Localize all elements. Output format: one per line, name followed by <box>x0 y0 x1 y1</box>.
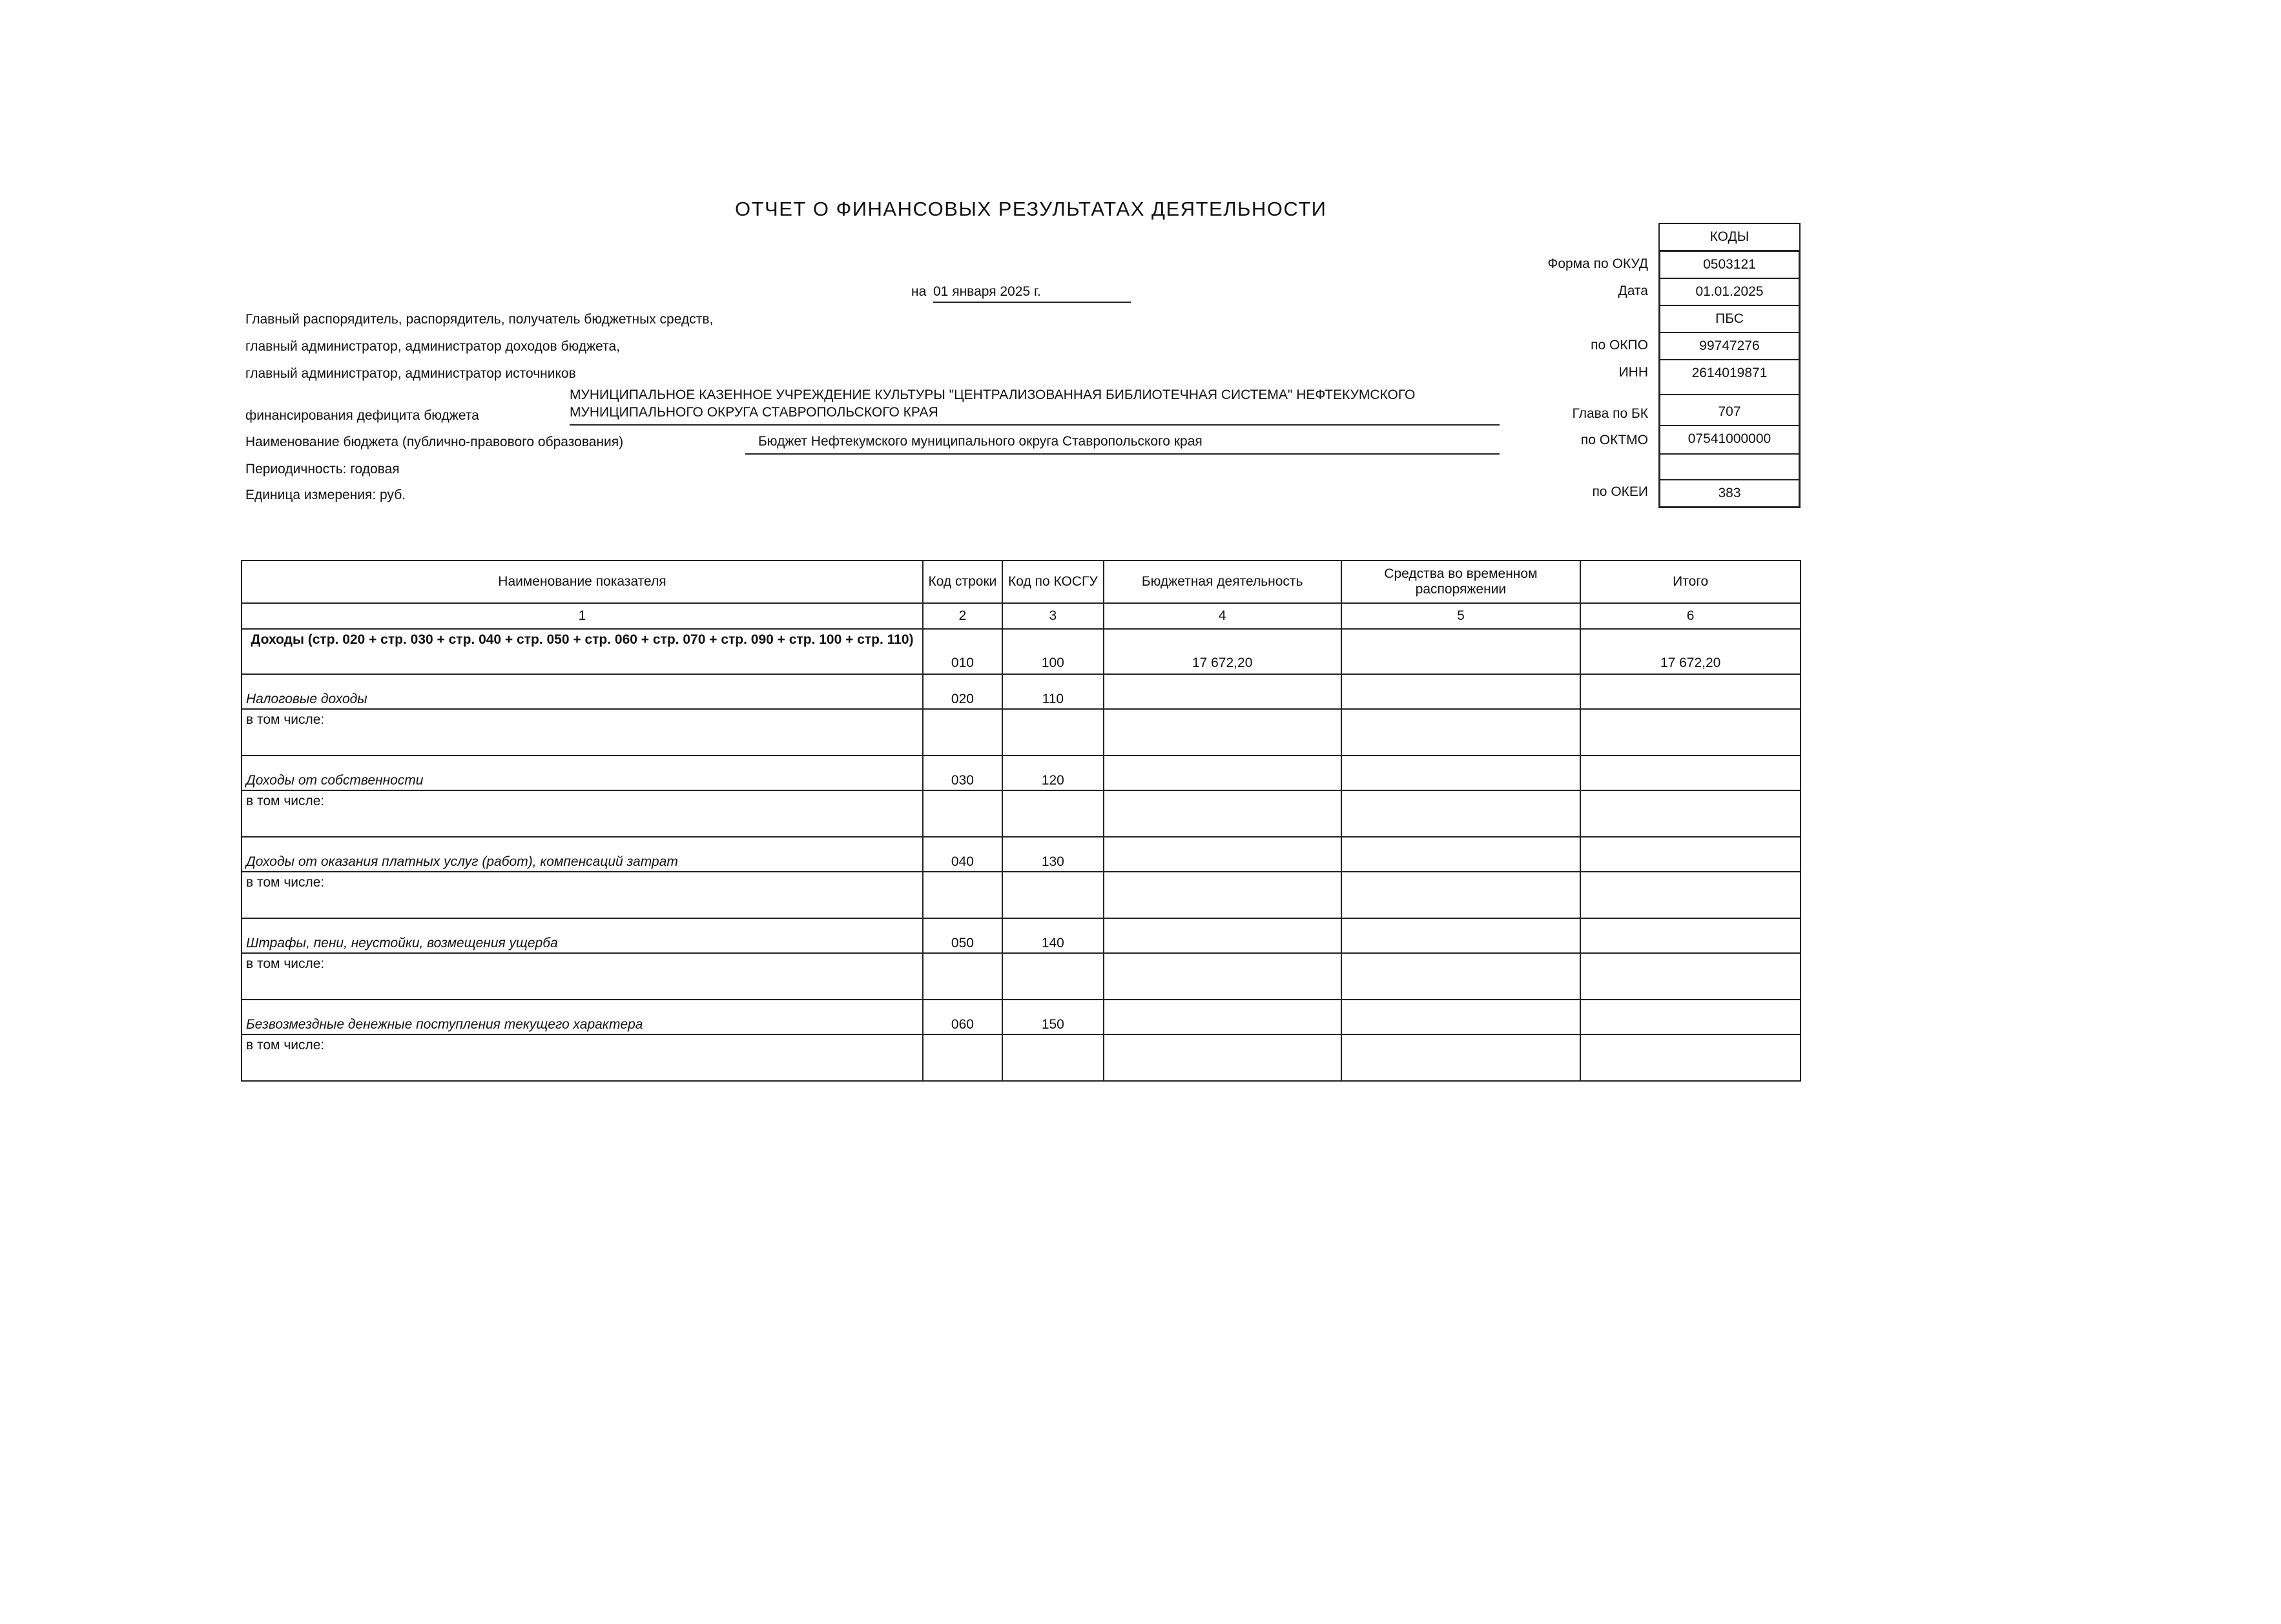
row-temp-value <box>1341 629 1581 674</box>
code-okei: 383 <box>1660 480 1799 508</box>
header-total: Итого <box>1580 560 1801 603</box>
label-periodicity: Периодичность: годовая <box>245 462 400 477</box>
label-admin-income: главный администратор, администратор доходов бюджета, <box>245 339 621 354</box>
header-temporary-funds: Средства во временном распоряжении <box>1341 560 1581 603</box>
row-code: 010 <box>923 629 1002 674</box>
row-kosgu: 100 <box>1002 629 1104 674</box>
report-date: 01 января 2025 г. <box>933 284 1131 303</box>
row-temp-value <box>1341 918 1581 953</box>
table-row-income-total <box>242 629 1801 674</box>
col-num-1: 1 <box>242 603 923 629</box>
table-row-subitems <box>242 790 1801 837</box>
col-num-4: 4 <box>1104 603 1341 629</box>
row-sub-label: в том числе: <box>242 1034 923 1081</box>
row-sub-label: в том числе: <box>242 790 923 837</box>
col-num-6: 6 <box>1580 603 1801 629</box>
table-row <box>242 755 1801 790</box>
report-title: ОТЧЕТ О ФИНАНСОВЫХ РЕЗУЛЬТАТАХ ДЕЯТЕЛЬНОСТИ <box>735 198 1327 220</box>
row-total-value <box>1580 918 1801 953</box>
row-code: 050 <box>923 918 1002 953</box>
row-total-value <box>1580 837 1801 872</box>
code-okpo: 99747276 <box>1660 333 1799 360</box>
codes-label-date: Дата <box>1618 283 1648 298</box>
row-name: Доходы (стр. 020 + стр. 030 + стр. 040 + стр. 050 + стр. 060 + стр. 070 + стр. 090 + стр. 100 + стр. 110) <box>242 629 923 674</box>
results-table <box>241 560 1801 1082</box>
row-kosgu: 140 <box>1002 918 1104 953</box>
row-total-value <box>1580 674 1801 709</box>
codes-label-bk: Глава по БК <box>1572 406 1648 421</box>
row-total-value <box>1580 755 1801 790</box>
table-row-subitems <box>242 709 1801 755</box>
codes-box <box>1658 223 1801 508</box>
codes-label-oktmo: по ОКТМО <box>1580 433 1648 447</box>
row-name: Доходы от оказания платных услуг (работ), компенсаций затрат <box>242 837 923 872</box>
table-row <box>242 674 1801 709</box>
row-budget-value <box>1104 674 1341 709</box>
header-kosgu: Код по КОСГУ <box>1002 560 1104 603</box>
code-bk: 707 <box>1660 395 1799 426</box>
row-name: Доходы от собственности <box>242 755 923 790</box>
row-code: 020 <box>923 674 1002 709</box>
row-budget-value <box>1104 837 1341 872</box>
row-total-value: 17 672,20 <box>1580 629 1801 674</box>
row-kosgu: 120 <box>1002 755 1104 790</box>
row-kosgu: 130 <box>1002 837 1104 872</box>
codes-label-okud: Форма по ОКУД <box>1547 256 1648 271</box>
table-row-subitems <box>242 953 1801 1000</box>
row-name: Штрафы, пени, неустойки, возмещения ущерба <box>242 918 923 953</box>
label-deficit-financing: финансирования дефицита бюджета <box>245 408 479 423</box>
code-inn: 2614019871 <box>1660 360 1799 395</box>
row-kosgu: 150 <box>1002 1000 1104 1034</box>
table-row <box>242 837 1801 872</box>
row-name: Безвозмездные денежные поступления текущего характера <box>242 1000 923 1034</box>
label-budget-name: Наименование бюджета (публично-правового образования) <box>245 435 624 449</box>
col-num-3: 3 <box>1002 603 1104 629</box>
organization-name-line1: МУНИЦИПАЛЬНОЕ КАЗЕННОЕ УЧРЕЖДЕНИЕ КУЛЬТУРЫ "ЦЕНТРАЛИЗОВАННАЯ БИБЛИОТЕЧНАЯ СИСТЕМА" НЕФТЕКУМСКОГО <box>570 387 1416 402</box>
col-num-5: 5 <box>1341 603 1581 629</box>
code-oktmo: 07541000000 <box>1660 426 1799 455</box>
table-row-subitems <box>242 1034 1801 1081</box>
row-budget-value <box>1104 755 1341 790</box>
label-unit: Единица измерения: руб. <box>245 488 406 502</box>
table-row <box>242 1000 1801 1034</box>
code-okud: 0503121 <box>1660 252 1799 279</box>
row-name: Налоговые доходы <box>242 674 923 709</box>
row-temp-value <box>1341 1000 1581 1034</box>
codes-label-inn: ИНН <box>1618 365 1648 380</box>
row-budget-value <box>1104 918 1341 953</box>
budget-name: Бюджет Нефтекумского муниципального округа Ставропольского края <box>745 434 1500 455</box>
row-temp-value <box>1341 837 1581 872</box>
table-header-row <box>242 560 1801 603</box>
col-num-2: 2 <box>923 603 1002 629</box>
codes-header: КОДЫ <box>1658 223 1801 252</box>
header-budget-activity: Бюджетная деятельность <box>1104 560 1341 603</box>
codes-label-okpo: по ОКПО <box>1591 338 1648 353</box>
row-code: 060 <box>923 1000 1002 1034</box>
table-row-subitems <box>242 872 1801 918</box>
table-row <box>242 918 1801 953</box>
row-temp-value <box>1341 755 1581 790</box>
row-total-value <box>1580 1000 1801 1034</box>
row-temp-value <box>1341 674 1581 709</box>
row-sub-label: в том числе: <box>242 709 923 755</box>
row-budget-value <box>1104 1000 1341 1034</box>
codes-labels <box>1421 223 1648 507</box>
header-line-code: Код строки <box>923 560 1002 603</box>
row-sub-label: в том числе: <box>242 953 923 1000</box>
row-kosgu: 110 <box>1002 674 1104 709</box>
codes-label-okei: по ОКЕИ <box>1592 484 1648 499</box>
row-code: 040 <box>923 837 1002 872</box>
header-indicator: Наименование показателя <box>242 560 923 603</box>
code-date: 01.01.2025 <box>1660 279 1799 306</box>
row-code: 030 <box>923 755 1002 790</box>
column-number-row <box>242 603 1801 629</box>
row-budget-value: 17 672,20 <box>1104 629 1341 674</box>
organization-name-line2: МУНИЦИПАЛЬНОГО ОКРУГА СТАВРОПОЛЬСКОГО КРАЯ <box>570 405 1500 426</box>
row-sub-label: в том числе: <box>242 872 923 918</box>
label-admin-sources: главный администратор, администратор источников <box>245 366 576 381</box>
date-prefix: на <box>911 284 927 299</box>
label-recipient: Главный распорядитель, распорядитель, получатель бюджетных средств, <box>245 312 714 327</box>
code-empty <box>1660 455 1799 480</box>
code-pbs: ПБС <box>1660 306 1799 333</box>
